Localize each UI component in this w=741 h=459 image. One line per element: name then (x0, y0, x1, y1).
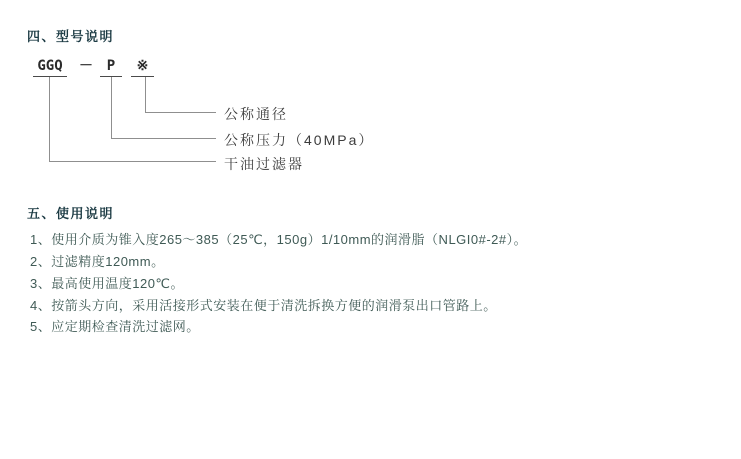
usage-section-heading: 五、使用说明 (27, 206, 115, 221)
usage-item-5: 5、应定期检查清洗过滤网。 (30, 319, 200, 334)
connector-size-horizontal (145, 112, 216, 113)
usage-item-4: 4、按箭头方向，采用活接形式安装在便于清洗拆换方便的润滑泵出口管路上。 (30, 298, 497, 313)
model-code-pressure: P (100, 59, 122, 77)
model-code-series: GGQ (33, 59, 67, 77)
connector-series-horizontal (49, 161, 216, 162)
usage-item-1: 1、使用介质为锥入度265～385（25℃，150g）1/10mm的润滑脂（NLGI0#-2#）。 (30, 232, 528, 247)
callout-nominal-diameter: 公称通径 (224, 106, 288, 122)
connector-pressure-vertical (111, 77, 112, 138)
callout-nominal-pressure: 公称压力（40MPa） (224, 132, 375, 148)
callout-dry-oil-filter: 干油过滤器 (224, 156, 304, 172)
connector-size-vertical (145, 77, 146, 112)
model-code-dash: － (79, 58, 93, 74)
usage-item-3: 3、最高使用温度120℃。 (30, 276, 185, 291)
model-section-heading: 四、型号说明 (27, 29, 115, 44)
model-code-size-placeholder: ※ (131, 59, 154, 77)
connector-series-vertical (49, 77, 50, 161)
usage-item-2: 2、过滤精度120mm。 (30, 254, 165, 269)
connector-pressure-horizontal (111, 138, 216, 139)
